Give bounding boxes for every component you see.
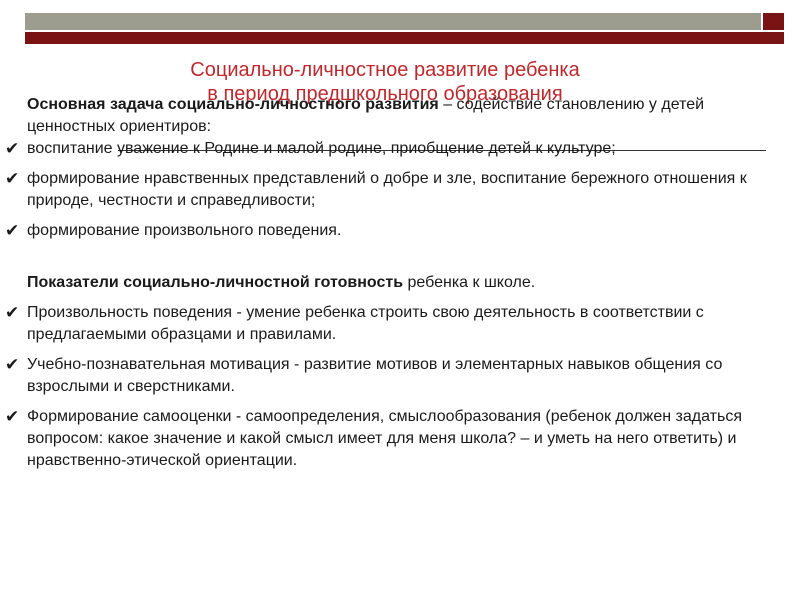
header-bar-dark-red — [25, 32, 784, 44]
header-accent-block — [763, 13, 784, 30]
intro-paragraph — [5, 94, 765, 138]
task-item — [5, 220, 765, 242]
indicator-item — [5, 406, 765, 472]
indicator-text: Формирование самооценки - самоопределения, смыслообразования (ребенок должен задаться вопросом: какое значение и какой смысл имеет для меня школа? – и уметь на него ответить) и нравственно-этической ориентации. — [27, 408, 742, 469]
checkmark-icon: ✔ — [5, 407, 20, 427]
indicator-item — [5, 302, 765, 346]
checkmark-icon: ✔ — [5, 139, 20, 159]
indicators-heading — [5, 272, 765, 294]
task-item — [5, 138, 765, 160]
slide-body — [5, 94, 765, 472]
task-text: формирование нравственных представлений о добре и зле, воспитание бережного отношения к природе, честности и справедливости; — [27, 170, 747, 209]
intro-bold: Основная задача социально-личностного развития — [27, 96, 439, 113]
indicators-heading-rest: ребенка к школе. — [403, 274, 536, 291]
intro-rest: – содействие становлению у детей ценностных ориентиров: — [27, 96, 705, 135]
indicator-item — [5, 354, 765, 398]
slide-title-line1: Социально-личностное развитие ребенка — [190, 59, 580, 81]
indicator-text: Произвольность поведения - умение ребенка строить свою деятельность в соответствии с предлагаемыми образцами и правилами. — [27, 304, 704, 343]
slide-title-line2: в период предшкольного образования — [207, 83, 563, 105]
task-item — [5, 168, 765, 212]
header-bar-grey — [25, 13, 761, 30]
checkmark-icon: ✔ — [5, 355, 20, 375]
checkmark-icon: ✔ — [5, 221, 20, 241]
indicators-heading-bold: Показатели социально-личностной готовность — [27, 274, 404, 291]
checkmark-icon: ✔ — [5, 169, 20, 189]
task-text: воспитание уважение к Родине и малой родине, приобщение детей к культуре; — [27, 140, 616, 157]
indicator-text: Учебно-познавательная мотивация - развитие мотивов и элементарных навыков общения со взрослыми и сверстниками. — [27, 356, 723, 395]
task-text: формирование произвольного поведения. — [27, 222, 342, 239]
checkmark-icon: ✔ — [5, 303, 20, 323]
